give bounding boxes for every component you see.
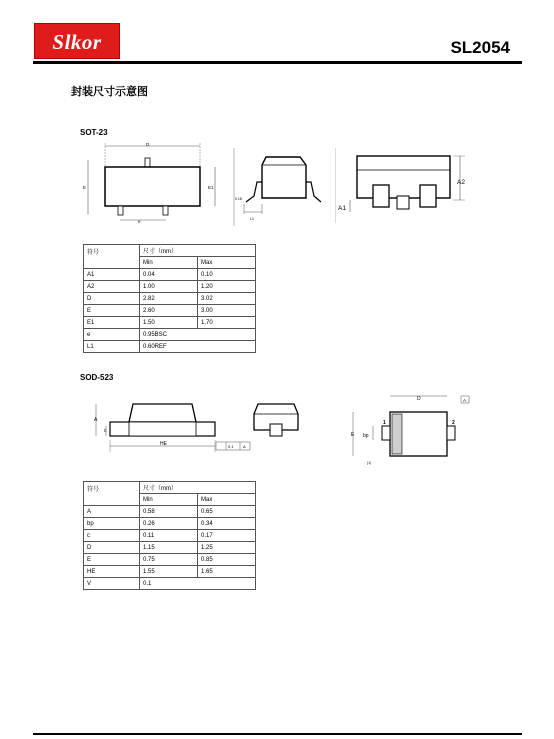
sod523-label-pin1: 1	[383, 420, 386, 426]
min-cell: 0.04	[140, 269, 198, 281]
table-row	[84, 506, 256, 518]
min-cell: 0.11	[140, 530, 198, 542]
table-row	[84, 566, 256, 578]
sym-cell: A	[84, 506, 140, 518]
min-cell: 2.60	[140, 305, 198, 317]
sym-cell: e	[84, 329, 140, 341]
table-row	[84, 317, 256, 329]
sod523-label-pin2: 2	[452, 420, 455, 426]
min-cell: 1.15	[140, 542, 198, 554]
footer-rule	[33, 733, 522, 735]
sym-cell: bp	[84, 518, 140, 530]
sod523-label-e: E	[351, 432, 355, 438]
sym-cell: E1	[84, 317, 140, 329]
table-row	[84, 305, 256, 317]
table-row	[84, 542, 256, 554]
sot23-label-a1: A1	[338, 205, 346, 212]
section-title: 封装尺寸示意图	[71, 86, 148, 98]
max-cell: 0.10	[198, 269, 256, 281]
sod523-label-bp: bp	[363, 433, 369, 439]
sod523-dims-header: 尺寸（mm）	[140, 482, 256, 494]
sym-cell: HE	[84, 566, 140, 578]
sod523-max-header: Max	[198, 494, 256, 506]
table-row	[84, 518, 256, 530]
sym-cell: V	[84, 578, 140, 590]
max-cell: 3.00	[198, 305, 256, 317]
sod523-symbol-header: 符号	[84, 482, 140, 506]
table-row	[84, 554, 256, 566]
sym-cell: E	[84, 305, 140, 317]
sot23-label-l1: L1	[250, 217, 254, 221]
sot23-label-e: E	[83, 185, 87, 190]
table-row	[84, 293, 256, 305]
sod523-label-datum: A	[243, 444, 246, 449]
table-row	[84, 281, 256, 293]
sod523-side-view	[88, 396, 253, 456]
sot23-symbol-header: 符号	[84, 245, 140, 269]
sod523-label-c: c	[104, 428, 107, 434]
sot23-dims-header: 尺寸（mm）	[140, 245, 256, 257]
sot23-label-c: 0.18	[235, 197, 242, 201]
sod523-label-datum-top: A	[463, 398, 467, 403]
sod523-label-tol: 0.1	[228, 444, 234, 449]
sym-cell: D	[84, 293, 140, 305]
value-cell: 0.1	[140, 578, 256, 590]
sym-cell: D	[84, 542, 140, 554]
min-cell: 1.50	[140, 317, 198, 329]
table-row	[84, 329, 256, 341]
sot23-max-header: Max	[198, 257, 256, 269]
sot23-front-view	[335, 148, 470, 223]
max-cell: 0.65	[198, 506, 256, 518]
sot23-min-header: Min	[140, 257, 198, 269]
sod523-label-a: A	[94, 417, 98, 423]
sod523-end-view	[248, 398, 308, 443]
sod523-label-d: D	[417, 396, 421, 402]
sot23-top-view	[80, 140, 230, 224]
value-cell: 0.60REF	[140, 341, 256, 353]
max-cell: 1.65	[198, 566, 256, 578]
min-cell: 1.00	[140, 281, 198, 293]
sod523-title: SOD-523	[80, 373, 114, 382]
max-cell: 0.85	[198, 554, 256, 566]
max-cell: 1.70	[198, 317, 256, 329]
sot23-label-d: D	[146, 142, 150, 147]
sod523-label-he: HE	[160, 441, 167, 447]
min-cell: 1.55	[140, 566, 198, 578]
table-row	[84, 530, 256, 542]
max-cell: 1.20	[198, 281, 256, 293]
max-cell: 3.02	[198, 293, 256, 305]
sym-cell: c	[84, 530, 140, 542]
logo-text: Slkor	[52, 30, 102, 54]
sym-cell: L1	[84, 341, 140, 353]
min-cell: 0.26	[140, 518, 198, 530]
sot23-label-a2: A2	[457, 179, 465, 186]
header-rule	[33, 61, 522, 64]
max-cell: 0.17	[198, 530, 256, 542]
sot23-title: SOT-23	[80, 128, 108, 137]
min-cell: 0.58	[140, 506, 198, 518]
table-row	[84, 341, 256, 353]
value-cell: 0.95BSC	[140, 329, 256, 341]
min-cell: 2.82	[140, 293, 198, 305]
max-cell: 1.25	[198, 542, 256, 554]
sot23-label-e1: E1	[208, 185, 214, 190]
sym-cell: E	[84, 554, 140, 566]
sot23-label-pitch: e	[138, 219, 141, 224]
max-cell: 0.34	[198, 518, 256, 530]
table-row	[84, 269, 256, 281]
sod523-dimension-table	[83, 481, 256, 590]
sym-cell: A2	[84, 281, 140, 293]
min-cell: 0.75	[140, 554, 198, 566]
sot23-dimension-table	[83, 244, 256, 353]
part-number: SL2054	[450, 38, 510, 57]
sod523-label-note: (1)	[367, 461, 372, 465]
sot23-side-view	[232, 148, 324, 228]
brand-logo	[34, 23, 120, 59]
sym-cell: A1	[84, 269, 140, 281]
sod523-min-header: Min	[140, 494, 198, 506]
sod523-top-view	[345, 394, 475, 466]
table-row	[84, 578, 256, 590]
